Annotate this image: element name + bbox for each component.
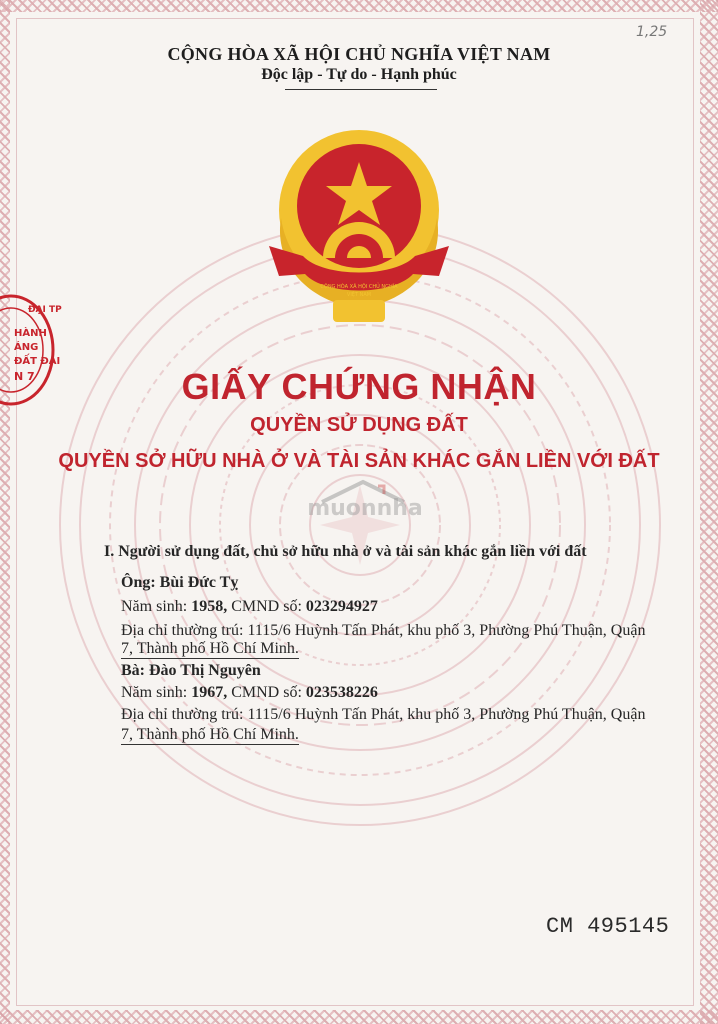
owner-2-address-line-2 [121, 726, 299, 744]
owner-1-address-line-1: Địa chỉ thường trú: 1115/6 Huỳnh Tấn Phát, khu phố 3, Phường Phú Thuận, Quận [121, 622, 646, 639]
owner-1-birth-label: Năm sinh: [121, 598, 192, 615]
handwritten-note: 1,25 [636, 24, 668, 40]
svg-text:ĐẤT ĐAI: ĐẤT ĐAI [14, 356, 61, 367]
svg-text:ÁNG: ÁNG [14, 342, 39, 353]
owner-1-address-line-2 [121, 640, 299, 658]
owner-2-address-line-1: Địa chỉ thường trú: 1115/6 Huỳnh Tấn Phát, khu phố 3, Phường Phú Thuận, Quận [121, 706, 646, 723]
owner-2-id-label: CMND số: [227, 684, 306, 701]
svg-text:ĐẠI TP: ĐẠI TP [28, 305, 62, 315]
owner-1-details [121, 598, 378, 616]
owner-1-id-number: 023294927 [305, 598, 378, 615]
owner-2-details [121, 684, 378, 702]
svg-text:N 7: N 7 [14, 370, 35, 383]
owner-1-birth-year: 1958, [191, 598, 228, 615]
owner-2-birth-label: Năm sinh: [121, 684, 192, 701]
motto: Độc lập - Tự do - Hạnh phúc [261, 66, 457, 83]
document-subtitle-1: QUYỀN SỬ DỤNG ĐẤT [250, 414, 468, 436]
svg-text:VIỆT NAM: VIỆT NAM [346, 292, 372, 298]
owner-2-birth-year: 1967, [191, 684, 228, 701]
owner-1-address-line-2-text: 7, Thành phố Hồ Chí Minh. [121, 640, 299, 657]
section-heading: I. Người sử dụng đất, chủ sở hữu nhà ở và tài sản khác gắn liền với đất [104, 543, 587, 560]
svg-text:HÀNH: HÀNH [14, 328, 47, 339]
document-title: GIẤY CHỨNG NHẬN [181, 366, 537, 407]
country-name: CỘNG HÒA XÃ HỘI CHỦ NGHĨA VIỆT NAM [167, 44, 551, 64]
document-subtitle-2: QUYỀN SỞ HỮU NHÀ Ở VÀ TÀI SẢN KHÁC GẮN LIỀN VỚI ĐẤT [58, 450, 660, 472]
owner-1-id-label: CMND số: [227, 598, 306, 615]
owner-2-name: Bà: Đào Thị Nguyên [121, 662, 261, 679]
owner-1-name: Ông: Bùi Đức Tỵ [121, 574, 239, 591]
owner-2-id-number: 023538226 [305, 684, 378, 701]
owner-2-address-line-2-text: 7, Thành phố Hồ Chí Minh. [121, 726, 299, 743]
serial-number: CM 495145 [546, 914, 670, 939]
svg-text:CỘNG HÒA XÃ HỘI CHỦ NGHĨA: CỘNG HÒA XÃ HỘI CHỦ NGHĨA [320, 284, 398, 290]
watermark-text: muonnha [307, 496, 423, 521]
